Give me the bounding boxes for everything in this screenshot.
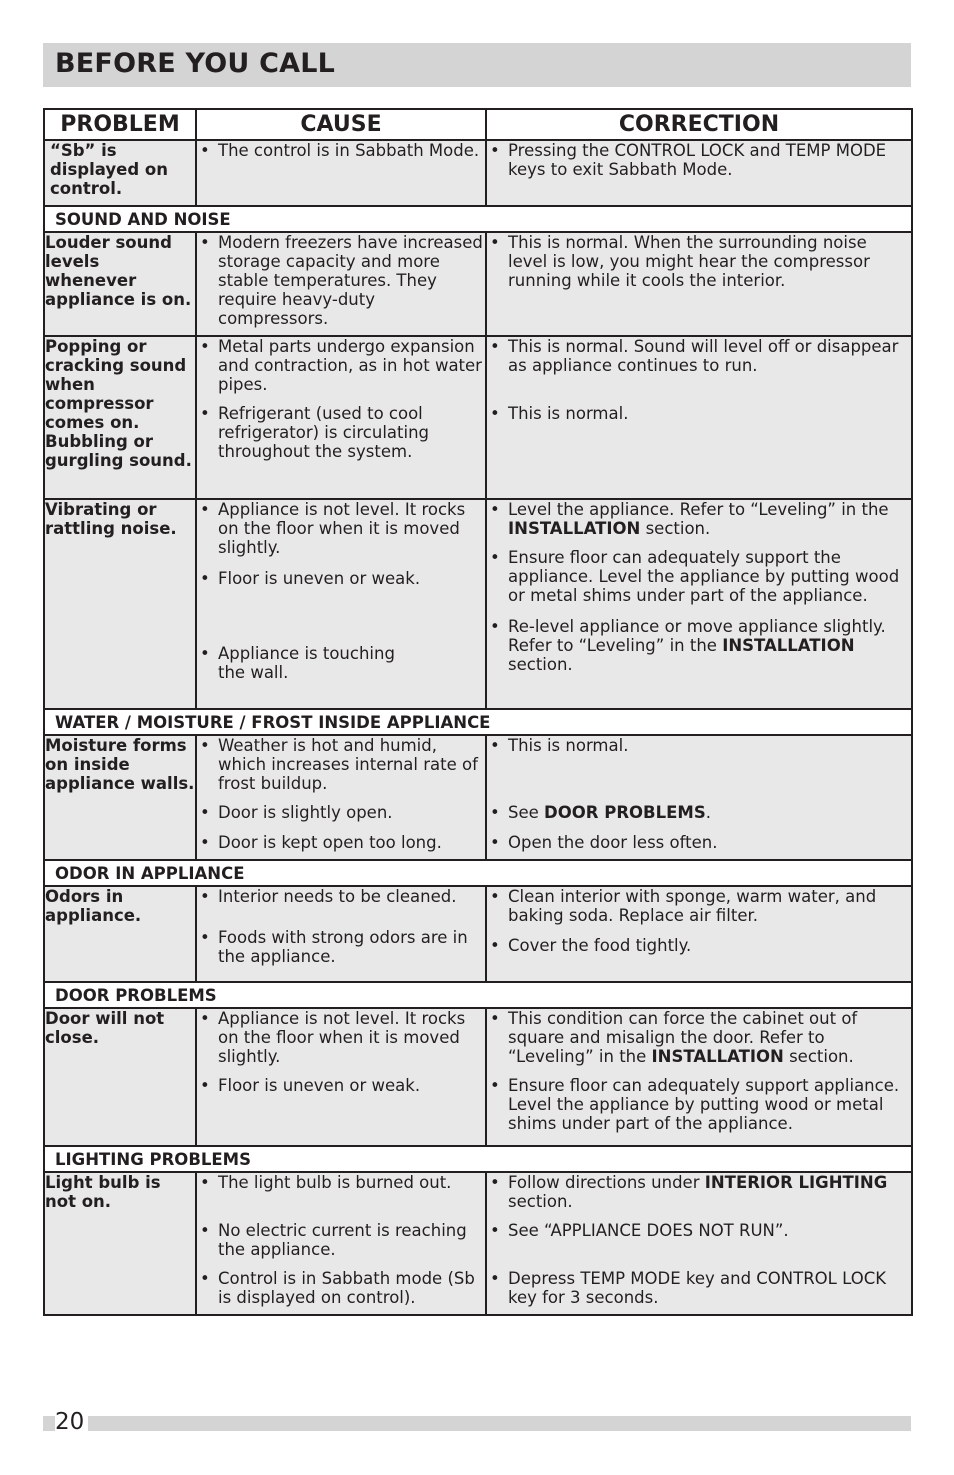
correction-item: • Clean interior with sponge, warm water, and baking soda. Replace air filter.	[487, 887, 911, 925]
table-row-moisture	[44, 735, 912, 860]
correction-item: • Ensure floor can adequately support appliance. Level the appliance by putting wood or metal shims under part of the appliance.	[487, 1076, 911, 1133]
correction-item: • Follow directions under INTERIOR LIGHTING section.	[487, 1173, 911, 1211]
correction-item: • This condition can force the cabinet out of square and misalign the door. Refer to “Leveling” in the INSTALLATION section.	[487, 1009, 911, 1066]
cause-item: • Appliance is not level. It rocks on the floor when it is moved slightly.	[197, 1009, 485, 1066]
cause-cell	[196, 886, 486, 982]
section-row-lighting	[44, 1146, 912, 1172]
cause-cell	[196, 499, 486, 709]
correction-cell	[486, 886, 912, 982]
section-title: LIGHTING PROBLEMS	[44, 1146, 912, 1172]
correction-item: • This is normal. When the surrounding noise level is low, you might hear the compressor running while it cools the interior.	[487, 233, 911, 290]
section-title: ODOR IN APPLIANCE	[44, 860, 912, 886]
cause-item: • Foods with strong odors are in the appliance.	[197, 928, 485, 966]
cause-item: • Appliance is not level. It rocks on the floor when it is moved slightly.	[197, 500, 485, 557]
correction-item: • Ensure floor can adequately support the appliance. Level the appliance by putting wood or metal shims under part of the appliance.	[487, 548, 911, 605]
cause-cell	[196, 735, 486, 860]
correction-cell	[486, 735, 912, 860]
header-correction: CORRECTION	[486, 109, 912, 140]
cause-item: • Refrigerant (used to cool refrigerator) is circulating throughout the system.	[197, 404, 485, 461]
correction-cell	[486, 1172, 912, 1315]
correction-item: • Pressing the CONTROL LOCK and TEMP MODE keys to exit Sabbath Mode.	[487, 141, 911, 179]
cause-item: • Weather is hot and humid, which increases internal rate of frost buildup.	[197, 736, 485, 793]
cause-item: • Control is in Sabbath mode (Sb is displayed on control).	[197, 1269, 485, 1307]
table-row-louder	[44, 232, 912, 336]
cause-item: • Modern freezers have increased storage capacity and more stable temperatures. They require heavy-duty compressors.	[197, 233, 485, 328]
problem-cell: Light bulb is not on.	[44, 1172, 196, 1315]
cause-item: • Floor is uneven or weak.	[197, 1076, 485, 1095]
cause-item: • The control is in Sabbath Mode.	[197, 141, 485, 160]
correction-item: • Level the appliance. Refer to “Leveling” in the INSTALLATION section.	[487, 500, 911, 538]
section-row-sound	[44, 206, 912, 232]
table-row-odor	[44, 886, 912, 982]
correction-item: • Cover the food tightly.	[487, 936, 911, 955]
problem-cell: Popping or cracking sound when compressor comes on. Bubbling or gurgling sound.	[44, 336, 196, 499]
section-title: WATER / MOISTURE / FROST INSIDE APPLIANCE	[44, 709, 912, 735]
cause-item: • Interior needs to be cleaned.	[197, 887, 485, 906]
footer-bar	[43, 1416, 911, 1431]
header-cause: CAUSE	[196, 109, 486, 140]
table-header-row	[44, 109, 912, 140]
problem-cell: Moisture forms on inside appliance walls.	[44, 735, 196, 860]
correction-item: • This is normal.	[487, 736, 911, 755]
cause-item: • Appliance is touching the wall.	[197, 644, 398, 682]
correction-cell	[486, 1008, 912, 1146]
cause-item: • Door is kept open too long.	[197, 833, 485, 852]
problem-cell: “Sb” is displayed on control.	[44, 140, 196, 206]
cause-cell	[196, 140, 486, 206]
correction-item: • Open the door less often.	[487, 833, 911, 852]
cause-cell	[196, 232, 486, 336]
page-title: BEFORE YOU CALL	[55, 48, 336, 79]
table-row-vibrating	[44, 499, 912, 709]
problem-cell: Door will not close.	[44, 1008, 196, 1146]
problem-cell: Vibrating or rattling noise.	[44, 499, 196, 709]
cause-item: • Metal parts undergo expansion and contraction, as in hot water pipes.	[197, 337, 485, 394]
cause-item: • Floor is uneven or weak.	[197, 569, 485, 588]
table-row-popping	[44, 336, 912, 499]
title-bar	[43, 43, 911, 87]
problem-cell: Odors in appliance.	[44, 886, 196, 982]
cause-cell	[196, 1008, 486, 1146]
section-row-door	[44, 982, 912, 1008]
correction-item: • Re-level appliance or move appliance slightly. Refer to “Leveling” in the INSTALLATION section.	[487, 617, 911, 674]
correction-item: • This is normal.	[487, 404, 911, 423]
correction-item: • See DOOR PROBLEMS.	[487, 803, 911, 822]
cause-item: • Door is slightly open.	[197, 803, 485, 822]
troubleshooting-table	[43, 108, 913, 1316]
cause-item: • The light bulb is burned out.	[197, 1173, 485, 1192]
correction-cell	[486, 232, 912, 336]
section-row-odor	[44, 860, 912, 886]
table-row-door	[44, 1008, 912, 1146]
correction-cell	[486, 336, 912, 499]
correction-item: • Depress TEMP MODE key and CONTROL LOCK key for 3 seconds.	[487, 1269, 911, 1307]
section-row-water	[44, 709, 912, 735]
section-title: DOOR PROBLEMS	[44, 982, 912, 1008]
correction-cell	[486, 499, 912, 709]
page-number: 20	[55, 1409, 88, 1435]
cause-cell	[196, 336, 486, 499]
problem-cell: Louder sound levels whenever appliance is on.	[44, 232, 196, 336]
correction-cell	[486, 140, 912, 206]
cause-cell	[196, 1172, 486, 1315]
section-title: SOUND AND NOISE	[44, 206, 912, 232]
correction-item: • See “APPLIANCE DOES NOT RUN”.	[487, 1221, 911, 1240]
table-row-light	[44, 1172, 912, 1315]
cause-item: • No electric current is reaching the appliance.	[197, 1221, 485, 1259]
table-row-sb	[44, 140, 912, 206]
correction-item: • This is normal. Sound will level off or disappear as appliance continues to run.	[487, 337, 911, 375]
header-problem: PROBLEM	[44, 109, 196, 140]
